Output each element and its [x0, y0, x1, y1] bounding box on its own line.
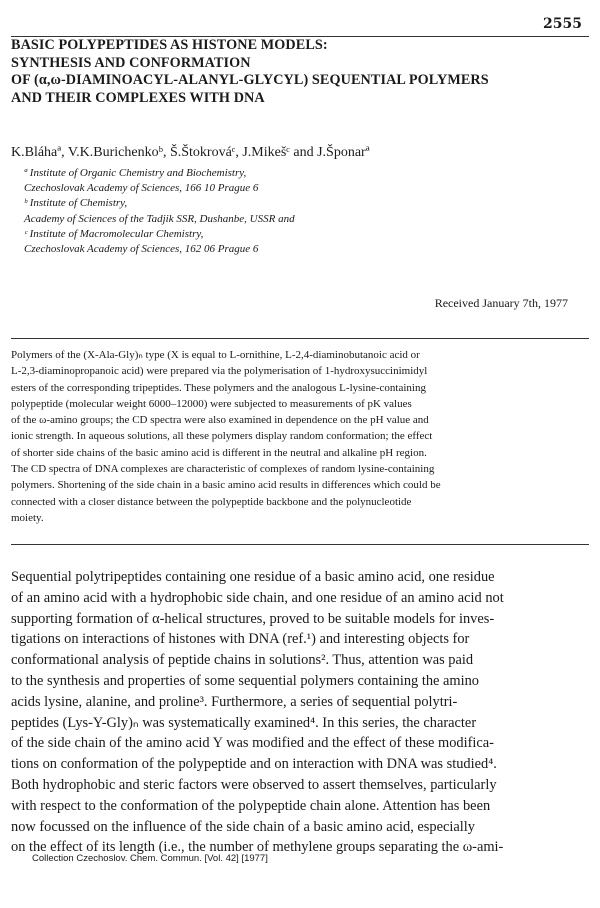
body-line: conformational analysis of peptide chains in solutions². Thus, attention was paid [11, 652, 474, 669]
abstract-top-rule [11, 338, 589, 339]
body-line: acids lysine, alanine, and proline³. Furthermore, a series of sequential polytri- [11, 693, 458, 710]
body-line: Sequential polytripeptides containing one residue of a basic amino acid, one residue [11, 569, 495, 585]
body-line: tigations on interactions of histones with DNA (ref.¹) and interesting objects for [11, 631, 470, 648]
affiliation-line: ª Institute of Organic Chemistry and Biochemistry, [24, 167, 247, 179]
affiliation-line: Czechoslovak Academy of Sciences, 166 10 Prague 6 [24, 182, 259, 195]
title-line: OF (α,ω-DIAMINOACYL-ALANYL-GLYCYL) SEQUENTIAL POLYMERS [11, 72, 489, 88]
abstract-line: esters of the corresponding tripeptides. These polymers and the analogous L-lysine-containing [11, 381, 426, 394]
body-line: of an amino acid with a hydrophobic side chain, and one residue of an amino acid not [11, 589, 504, 606]
body-line: now focussed on the influence of the side chain of a basic amino acid, especially [11, 818, 475, 835]
title-line: AND THEIR COMPLEXES WITH DNA [11, 89, 265, 106]
page-number: 2555 [543, 16, 582, 32]
abstract-line: of the ω-amino groups; the CD spectra were also examined in dependence on the pH value and [11, 414, 429, 427]
abstract-line: L-2,3-diaminopropanoic acid) were prepared via the polymerisation of 1-hydroxysuccinimidyl [11, 365, 428, 378]
abstract-line: ionic strength. In aqueous solutions, all these polymers display random conformation; the effect [11, 430, 433, 443]
abstract-bottom-rule [11, 544, 589, 545]
received-date: Received January 7th, 1977 [434, 296, 568, 310]
affiliation-line: Czechoslovak Academy of Sciences, 162 06 Prague 6 [24, 243, 259, 256]
abstract [11, 347, 583, 526]
title-line: BASIC POLYPEPTIDES AS HISTONE MODELS: [11, 37, 328, 53]
affiliation-line: ᵇ Institute of Chemistry, [24, 197, 128, 210]
affiliations [24, 166, 295, 257]
body-line: supporting formation of α-helical structures, proved to be suitable models for inves- [11, 610, 495, 627]
body-line: of the side chain of the amino acid Y was modified and the effect of these modifica- [11, 735, 494, 752]
abstract-line: The CD spectra of DNA complexes are characteristic of complexes of random lysine-containing [11, 463, 435, 476]
affiliation-line: Academy of Sciences of the Tadjik SSR, Dushanbe, USSR and [24, 212, 295, 225]
abstract-line: moiety. [11, 511, 44, 524]
article-title [11, 37, 591, 107]
abstract-line: polymers. Shortening of the side chain in a basic amino acid results in differences which could be [11, 479, 441, 492]
body-line: with respect to the conformation of the polypeptide chain alone. Attention has been [11, 797, 491, 814]
body-line: on the effect of its length (i.e., the number of methylene groups separating the ω-ami- [11, 839, 504, 856]
body-line: Both hydrophobic and steric factors were observed to assert themselves, particularly [11, 776, 497, 793]
body-line: peptides (Lys-Y-Gly)ₙ was systematically examined⁴. In this series, the character [11, 714, 477, 731]
affiliation-line: ᶜ Institute of Macromolecular Chemistry, [24, 227, 204, 240]
body-line: to the synthesis and properties of some sequential polymers containing the amino [11, 672, 479, 689]
body-line: tions on conformation of the polypeptide and on interaction with DNA was studied⁴. [11, 756, 497, 773]
abstract-line: connected with a closer distance between the polypeptide backbone and the polynucleotide [11, 495, 412, 508]
title-line: SYNTHESIS AND CONFORMATION [11, 54, 251, 71]
abstract-line: Polymers of the (X-Ala-Gly)ₙ type (X is equal to L-ornithine, L-2,4-diaminobutanoic acid or [11, 349, 420, 361]
abstract-line: of shorter side chains of the basic amino acid is different in the neutral and alkaline pH region. [11, 446, 427, 459]
body-text [11, 567, 591, 858]
author-list: K.Bláhaª, V.K.Burichenkoᵇ, Š.Štokrováᶜ, J.Mikešᶜ and J.Šponarª [11, 145, 370, 160]
abstract-line: polypeptide (molecular weight 6000–12000) were subjected to measurements of pK values [11, 397, 412, 410]
journal-footer: Collection Czechoslov. Chem. Commun. [Vol. 42] [1977] [32, 853, 268, 864]
